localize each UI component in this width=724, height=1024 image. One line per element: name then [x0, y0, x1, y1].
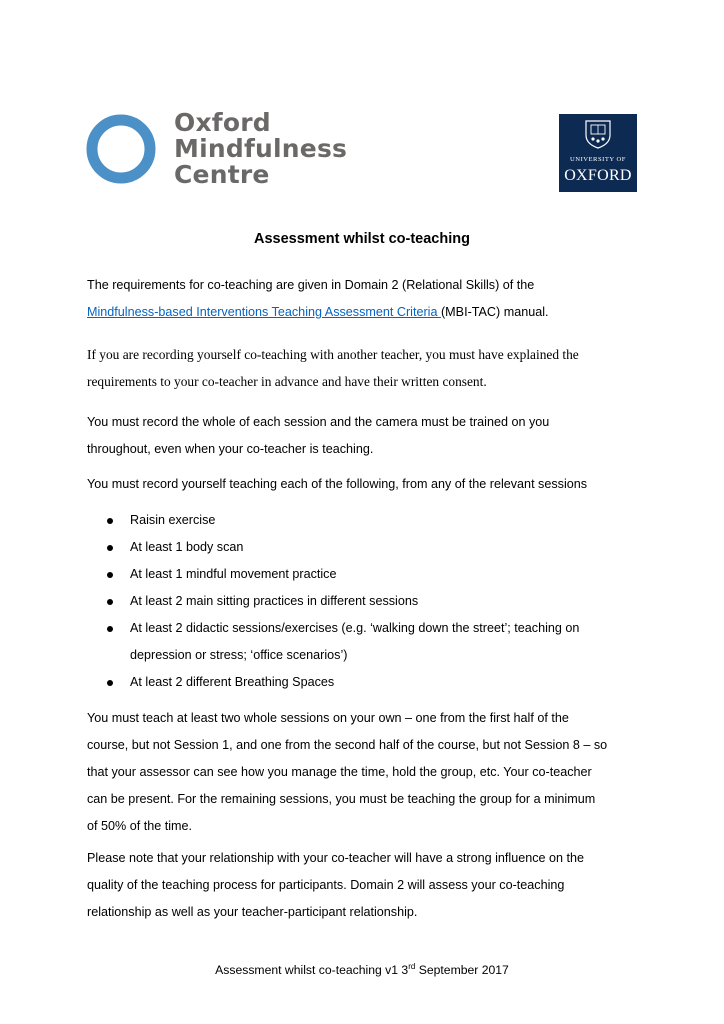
- page-footer: [0, 962, 724, 977]
- intro-after-link: (MBI-TAC) manual.: [440, 305, 549, 319]
- intro-line-1: The requirements for co-teaching are given in Domain 2 (Relational Skills) of the: [87, 278, 535, 292]
- bullet-icon: [107, 572, 113, 578]
- list-item-text: At least 1 body scan: [130, 540, 244, 554]
- list-item: [87, 561, 647, 588]
- list-item-text-continued: depression or stress; ‘office scenarios’): [130, 648, 348, 662]
- omc-ring-icon: [86, 114, 156, 184]
- record-whole-line-1: You must record the whole of each session and the camera must be trained on you: [87, 415, 550, 429]
- bullet-icon: [107, 545, 113, 551]
- omc-logo-text: [174, 110, 347, 188]
- relationship-line-1: Please note that your relationship with your co-teacher will have a strong influence on the: [87, 851, 585, 865]
- omc-logo-line-1: Oxford: [174, 108, 271, 137]
- omc-logo-line-3: Centre: [174, 160, 270, 189]
- oxford-logo-university-of: UNIVERSITY OF: [570, 156, 626, 163]
- teach-whole-line-2: course, but not Session 1, and one from the second half of the course, but not Session 8 – so: [87, 738, 608, 752]
- footer-ordinal-suffix: rd: [408, 962, 416, 971]
- relationship-paragraph: [87, 845, 647, 926]
- list-item-text: At least 2 didactic sessions/exercises (e.g. ‘walking down the street’; teaching on: [130, 621, 580, 635]
- list-item-text: At least 2 main sitting practices in different sessions: [130, 594, 419, 608]
- list-item: [87, 588, 647, 615]
- oxford-crest-icon: [584, 119, 612, 149]
- teach-whole-line-1: You must teach at least two whole sessions on your own – one from the first half of the: [87, 711, 569, 725]
- consent-line-2: requirements to your co-teacher in advance and have their written consent.: [87, 374, 487, 389]
- bullet-icon: [107, 518, 113, 524]
- university-of-oxford-logo: [559, 114, 637, 192]
- teach-whole-line-5: of 50% of the time.: [87, 819, 193, 833]
- teach-whole-paragraph: [87, 705, 647, 840]
- bullet-icon: [107, 599, 113, 605]
- list-item: [87, 507, 647, 534]
- relationship-line-2: quality of the teaching process for participants. Domain 2 will assess your co-teaching: [87, 878, 565, 892]
- omc-logo-line-2: Mindfulness: [174, 134, 348, 163]
- record-each-paragraph: You must record yourself teaching each of the following, from any of the relevant sessions: [87, 477, 588, 491]
- teach-whole-line-3: that your assessor can see how you manage the time, hold the group, etc. Your co-teacher: [87, 765, 592, 779]
- record-whole-line-2: throughout, even when your co-teacher is teaching.: [87, 442, 374, 456]
- list-item-text: Raisin exercise: [130, 513, 216, 527]
- bullet-icon: [107, 626, 113, 632]
- list-item: [87, 615, 647, 669]
- list-item: [87, 534, 647, 561]
- intro-line-2: [87, 299, 647, 326]
- footer-date: September 2017: [415, 963, 509, 977]
- record-whole-paragraph: [87, 409, 647, 463]
- list-item-text: At least 2 different Breathing Spaces: [130, 675, 335, 689]
- relationship-line-3: relationship as well as your teacher-participant relationship.: [87, 905, 418, 919]
- intro-paragraph: [87, 272, 647, 326]
- oxford-logo-oxford: OXFORD: [564, 167, 632, 184]
- page-title: Assessment whilst co-teaching: [254, 231, 470, 247]
- mbi-tac-link[interactable]: Mindfulness-based Interventions Teaching Assessment Criteria: [87, 305, 441, 319]
- footer-text: Assessment whilst co-teaching v1 3: [215, 963, 409, 977]
- required-practices-list: [87, 507, 647, 696]
- teach-whole-line-4: can be present. For the remaining sessions, you must be teaching the group for a minimum: [87, 792, 596, 806]
- list-item-text: At least 1 mindful movement practice: [130, 567, 337, 581]
- consent-paragraph: [87, 341, 647, 395]
- bullet-icon: [107, 680, 113, 686]
- list-item: [87, 669, 647, 696]
- consent-line-1: If you are recording yourself co-teaching with another teacher, you must have explained the: [87, 347, 579, 362]
- omc-logo: [86, 108, 348, 190]
